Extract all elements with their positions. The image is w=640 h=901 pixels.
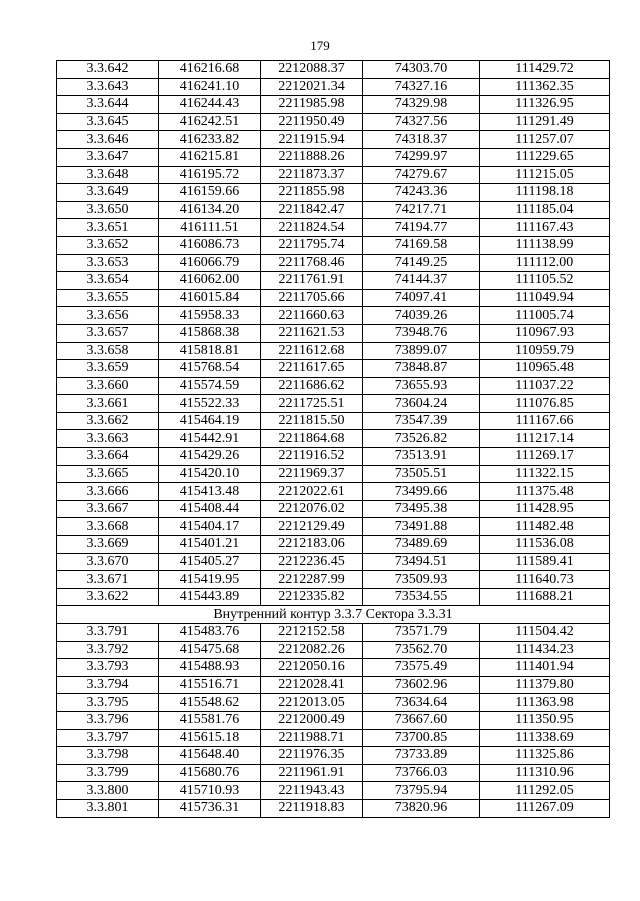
table-cell: 415680.76 <box>159 764 261 782</box>
table-cell: 2211916.52 <box>261 448 363 466</box>
table-cell: 2211969.37 <box>261 465 363 483</box>
table-cell: 2212236.45 <box>261 553 363 571</box>
table-cell: 73604.24 <box>363 395 480 413</box>
table-cell: 415768.54 <box>159 360 261 378</box>
table-row <box>57 377 610 395</box>
table-cell: 2212021.34 <box>261 78 363 96</box>
table-cell: 415401.21 <box>159 536 261 554</box>
table-row <box>57 289 610 307</box>
table-cell: 73733.89 <box>363 747 480 765</box>
table-row <box>57 518 610 536</box>
table-cell: 3.3.650 <box>57 201 159 219</box>
table-cell: 111292.05 <box>480 782 610 800</box>
table-cell: 415736.31 <box>159 799 261 817</box>
table-cell: 73634.64 <box>363 694 480 712</box>
table-cell: 3.3.649 <box>57 184 159 202</box>
table-cell: 3.3.669 <box>57 536 159 554</box>
table-cell: 2211795.74 <box>261 236 363 254</box>
table-cell: 3.3.665 <box>57 465 159 483</box>
table-cell: 110959.79 <box>480 342 610 360</box>
table-cell: 111688.21 <box>480 588 610 606</box>
table-cell: 2211686.62 <box>261 377 363 395</box>
table-row <box>57 412 610 430</box>
table-cell: 415442.91 <box>159 430 261 448</box>
table-cell: 2212287.99 <box>261 571 363 589</box>
table-cell: 111310.96 <box>480 764 610 782</box>
table-cell: 415581.76 <box>159 711 261 729</box>
table-cell: 74217.71 <box>363 201 480 219</box>
table-cell: 74303.70 <box>363 61 480 79</box>
table-row <box>57 676 610 694</box>
table-cell: 3.3.658 <box>57 342 159 360</box>
table-cell: 74097.41 <box>363 289 480 307</box>
table-cell: 3.3.642 <box>57 61 159 79</box>
table-cell: 2211705.66 <box>261 289 363 307</box>
table-cell: 74327.56 <box>363 113 480 131</box>
table-cell: 3.3.656 <box>57 307 159 325</box>
table-cell: 3.3.668 <box>57 518 159 536</box>
table-cell: 111536.08 <box>480 536 610 554</box>
page-number: 179 <box>310 38 330 53</box>
table-cell: 111375.48 <box>480 483 610 501</box>
table-cell: 415483.76 <box>159 624 261 642</box>
table-cell: 2212022.61 <box>261 483 363 501</box>
table-cell: 3.3.651 <box>57 219 159 237</box>
table-row <box>57 96 610 114</box>
table-row <box>57 483 610 501</box>
table-cell: 111037.22 <box>480 377 610 395</box>
table-cell: 3.3.654 <box>57 272 159 290</box>
table-cell: 3.3.667 <box>57 500 159 518</box>
table-cell: 111269.17 <box>480 448 610 466</box>
table-cell: 73495.38 <box>363 500 480 518</box>
table-cell: 2212088.37 <box>261 61 363 79</box>
table-cell: 415574.59 <box>159 377 261 395</box>
table-cell: 2211985.98 <box>261 96 363 114</box>
table-cell: 111589.41 <box>480 553 610 571</box>
table-cell: 2211768.46 <box>261 254 363 272</box>
table-body-after <box>57 624 610 818</box>
table-row <box>57 324 610 342</box>
table-cell: 111138.99 <box>480 236 610 254</box>
table-cell: 3.3.647 <box>57 148 159 166</box>
table-cell: 2211617.65 <box>261 360 363 378</box>
table-cell: 74327.16 <box>363 78 480 96</box>
table-cell: 111167.66 <box>480 412 610 430</box>
table-cell: 2211621.53 <box>261 324 363 342</box>
table-cell: 111325.86 <box>480 747 610 765</box>
table-cell: 73505.51 <box>363 465 480 483</box>
table-row <box>57 711 610 729</box>
table-row <box>57 113 610 131</box>
table-cell: 74149.25 <box>363 254 480 272</box>
table-cell: 3.3.801 <box>57 799 159 817</box>
table-cell: 3.3.666 <box>57 483 159 501</box>
table-cell: 111198.18 <box>480 184 610 202</box>
table-cell: 3.3.800 <box>57 782 159 800</box>
table-cell: 2211612.68 <box>261 342 363 360</box>
table-cell: 111215.05 <box>480 166 610 184</box>
table-cell: 111379.80 <box>480 676 610 694</box>
table-cell: 111401.94 <box>480 659 610 677</box>
table-cell: 111257.07 <box>480 131 610 149</box>
table-row <box>57 78 610 96</box>
table-cell: 3.3.798 <box>57 747 159 765</box>
table-row <box>57 571 610 589</box>
table-body-before <box>57 61 610 606</box>
table-cell: 2211873.37 <box>261 166 363 184</box>
table-cell: 3.3.660 <box>57 377 159 395</box>
table-cell: 3.3.796 <box>57 711 159 729</box>
table-cell: 2211950.49 <box>261 113 363 131</box>
table-cell: 73547.39 <box>363 412 480 430</box>
table-cell: 111363.98 <box>480 694 610 712</box>
table-cell: 416062.00 <box>159 272 261 290</box>
table-cell: 111434.23 <box>480 641 610 659</box>
table-cell: 415429.26 <box>159 448 261 466</box>
table-cell: 73571.79 <box>363 624 480 642</box>
table-cell: 415648.40 <box>159 747 261 765</box>
table-cell: 74039.26 <box>363 307 480 325</box>
table-cell: 2211915.94 <box>261 131 363 149</box>
table-cell: 74318.37 <box>363 131 480 149</box>
table-cell: 415615.18 <box>159 729 261 747</box>
table-row <box>57 465 610 483</box>
table-cell: 111504.42 <box>480 624 610 642</box>
table-cell: 415413.48 <box>159 483 261 501</box>
table-cell: 416216.68 <box>159 61 261 79</box>
table-cell: 416215.81 <box>159 148 261 166</box>
table-cell: 3.3.794 <box>57 676 159 694</box>
table-cell: 416159.66 <box>159 184 261 202</box>
table-cell: 111326.95 <box>480 96 610 114</box>
table-cell: 2212028.41 <box>261 676 363 694</box>
table-cell: 111105.52 <box>480 272 610 290</box>
table-cell: 2211824.54 <box>261 219 363 237</box>
table-cell: 73667.60 <box>363 711 480 729</box>
table-row <box>57 395 610 413</box>
table-cell: 416134.20 <box>159 201 261 219</box>
table-cell: 110967.93 <box>480 324 610 342</box>
table-cell: 111640.73 <box>480 571 610 589</box>
table-row <box>57 782 610 800</box>
table-cell: 74144.37 <box>363 272 480 290</box>
table-cell: 415464.19 <box>159 412 261 430</box>
table-cell: 415408.44 <box>159 500 261 518</box>
table-cell: 3.3.643 <box>57 78 159 96</box>
section-title: Внутренний контур 3.3.7 Сектора 3.3.31 <box>57 606 610 624</box>
table-row <box>57 448 610 466</box>
table-cell: 415522.33 <box>159 395 261 413</box>
table-cell: 415475.68 <box>159 641 261 659</box>
table-row <box>57 236 610 254</box>
table-cell: 74194.77 <box>363 219 480 237</box>
table-cell: 73655.93 <box>363 377 480 395</box>
table-cell: 3.3.664 <box>57 448 159 466</box>
table-cell: 111049.94 <box>480 289 610 307</box>
table-cell: 415516.71 <box>159 676 261 694</box>
table-row <box>57 588 610 606</box>
table-cell: 2211961.91 <box>261 764 363 782</box>
table-cell: 73526.82 <box>363 430 480 448</box>
table-cell: 110965.48 <box>480 360 610 378</box>
table-row <box>57 254 610 272</box>
table-row <box>57 131 610 149</box>
table-cell: 73795.94 <box>363 782 480 800</box>
table-cell: 3.3.622 <box>57 588 159 606</box>
table-cell: 73562.70 <box>363 641 480 659</box>
table-cell: 2212152.58 <box>261 624 363 642</box>
table-cell: 415868.38 <box>159 324 261 342</box>
table-cell: 3.3.793 <box>57 659 159 677</box>
table-cell: 2211988.71 <box>261 729 363 747</box>
table-cell: 73602.96 <box>363 676 480 694</box>
table-row <box>57 641 610 659</box>
table-cell: 111267.09 <box>480 799 610 817</box>
table-cell: 2211943.43 <box>261 782 363 800</box>
table-cell: 111322.15 <box>480 465 610 483</box>
table-cell: 3.3.797 <box>57 729 159 747</box>
table-cell: 416241.10 <box>159 78 261 96</box>
table-cell: 73489.69 <box>363 536 480 554</box>
table-cell: 111428.95 <box>480 500 610 518</box>
table-cell: 415818.81 <box>159 342 261 360</box>
table-cell: 3.3.791 <box>57 624 159 642</box>
table-cell: 3.3.795 <box>57 694 159 712</box>
table-row <box>57 272 610 290</box>
table-cell: 111167.43 <box>480 219 610 237</box>
table-cell: 2211864.68 <box>261 430 363 448</box>
table-row <box>57 536 610 554</box>
table-cell: 3.3.792 <box>57 641 159 659</box>
table-cell: 3.3.644 <box>57 96 159 114</box>
table-cell: 416244.43 <box>159 96 261 114</box>
table-cell: 73494.51 <box>363 553 480 571</box>
table-cell: 3.3.652 <box>57 236 159 254</box>
section-header-row <box>57 606 610 624</box>
table-cell: 74243.36 <box>363 184 480 202</box>
table-cell: 3.3.799 <box>57 764 159 782</box>
table-cell: 416015.84 <box>159 289 261 307</box>
table-cell: 2212050.16 <box>261 659 363 677</box>
table-cell: 2211888.26 <box>261 148 363 166</box>
table-cell: 415419.95 <box>159 571 261 589</box>
table-cell: 415405.27 <box>159 553 261 571</box>
table-cell: 73820.96 <box>363 799 480 817</box>
table-cell: 74299.97 <box>363 148 480 166</box>
table-cell: 111217.14 <box>480 430 610 448</box>
table-cell: 73766.03 <box>363 764 480 782</box>
table-row <box>57 500 610 518</box>
table-row <box>57 201 610 219</box>
table-row <box>57 729 610 747</box>
table-cell: 2211725.51 <box>261 395 363 413</box>
coordinates-table <box>56 60 610 818</box>
table-cell: 3.3.661 <box>57 395 159 413</box>
table-row <box>57 166 610 184</box>
table-cell: 73509.93 <box>363 571 480 589</box>
table-row <box>57 307 610 325</box>
table-cell: 416066.79 <box>159 254 261 272</box>
table-row <box>57 184 610 202</box>
table-cell: 3.3.653 <box>57 254 159 272</box>
table-cell: 2212076.02 <box>261 500 363 518</box>
table-row <box>57 219 610 237</box>
table-cell: 2212013.05 <box>261 694 363 712</box>
table-cell: 3.3.663 <box>57 430 159 448</box>
table-cell: 111338.69 <box>480 729 610 747</box>
table-cell: 2211842.47 <box>261 201 363 219</box>
table-cell: 73499.66 <box>363 483 480 501</box>
table-cell: 111005.74 <box>480 307 610 325</box>
table-cell: 111112.00 <box>480 254 610 272</box>
table-cell: 416195.72 <box>159 166 261 184</box>
table-cell: 73899.07 <box>363 342 480 360</box>
table-cell: 73575.49 <box>363 659 480 677</box>
table-cell: 74279.67 <box>363 166 480 184</box>
table-cell: 415420.10 <box>159 465 261 483</box>
table-cell: 111185.04 <box>480 201 610 219</box>
table-cell: 2211660.63 <box>261 307 363 325</box>
table-row <box>57 342 610 360</box>
table-cell: 2212000.49 <box>261 711 363 729</box>
table-cell: 2211855.98 <box>261 184 363 202</box>
table-cell: 73513.91 <box>363 448 480 466</box>
table-cell: 74169.58 <box>363 236 480 254</box>
table-cell: 111482.48 <box>480 518 610 536</box>
table-cell: 73700.85 <box>363 729 480 747</box>
table-row <box>57 694 610 712</box>
table-cell: 2212129.49 <box>261 518 363 536</box>
table-cell: 111229.65 <box>480 148 610 166</box>
table-row <box>57 624 610 642</box>
table-cell: 2212183.06 <box>261 536 363 554</box>
table-cell: 415404.17 <box>159 518 261 536</box>
table-cell: 3.3.670 <box>57 553 159 571</box>
table-cell: 415443.89 <box>159 588 261 606</box>
table-cell: 2212082.26 <box>261 641 363 659</box>
table-cell: 73948.76 <box>363 324 480 342</box>
table-row <box>57 61 610 79</box>
table-cell: 415958.33 <box>159 307 261 325</box>
table-row <box>57 799 610 817</box>
table-cell: 2211918.83 <box>261 799 363 817</box>
table-cell: 111076.85 <box>480 395 610 413</box>
table-cell: 111362.35 <box>480 78 610 96</box>
table-cell: 415488.93 <box>159 659 261 677</box>
table-cell: 74329.98 <box>363 96 480 114</box>
table-cell: 2212335.82 <box>261 588 363 606</box>
table-cell: 73534.55 <box>363 588 480 606</box>
table-cell: 3.3.645 <box>57 113 159 131</box>
table-cell: 3.3.671 <box>57 571 159 589</box>
table-cell: 73491.88 <box>363 518 480 536</box>
table-row <box>57 747 610 765</box>
table-cell: 3.3.662 <box>57 412 159 430</box>
table-cell: 111291.49 <box>480 113 610 131</box>
table-cell: 111429.72 <box>480 61 610 79</box>
table-cell: 3.3.657 <box>57 324 159 342</box>
table-cell: 415710.93 <box>159 782 261 800</box>
table-cell: 416242.51 <box>159 113 261 131</box>
table-row <box>57 553 610 571</box>
table-cell: 3.3.646 <box>57 131 159 149</box>
table-row <box>57 360 610 378</box>
table-cell: 415548.62 <box>159 694 261 712</box>
table-row <box>57 764 610 782</box>
table-cell: 111350.95 <box>480 711 610 729</box>
table-cell: 416111.51 <box>159 219 261 237</box>
table-cell: 3.3.659 <box>57 360 159 378</box>
table-row <box>57 430 610 448</box>
table-cell: 2211815.50 <box>261 412 363 430</box>
table-row <box>57 659 610 677</box>
table-cell: 416233.82 <box>159 131 261 149</box>
table-cell: 416086.73 <box>159 236 261 254</box>
table-cell: 3.3.655 <box>57 289 159 307</box>
table-cell: 2211761.91 <box>261 272 363 290</box>
table-row <box>57 148 610 166</box>
table-cell: 2211976.35 <box>261 747 363 765</box>
table-cell: 73848.87 <box>363 360 480 378</box>
table-cell: 3.3.648 <box>57 166 159 184</box>
